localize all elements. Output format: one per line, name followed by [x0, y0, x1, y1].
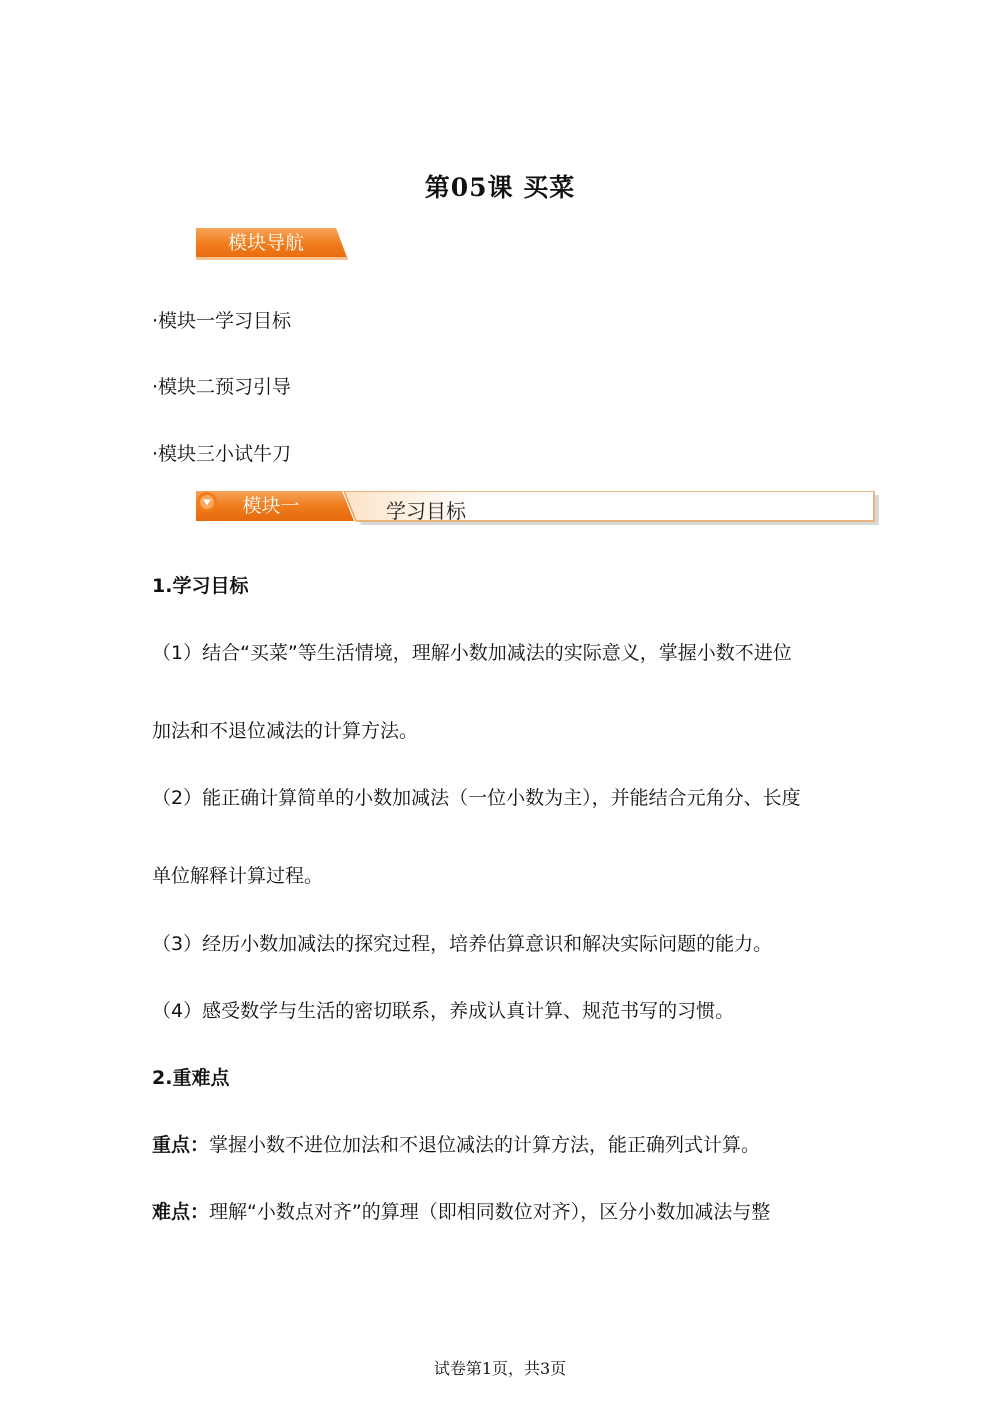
- difficulty-paragraph: [152, 1197, 770, 1224]
- difficulty-text: 理解“小数点对齐”的算理（即相同数位对齐），区分小数加减法与整: [209, 1201, 771, 1223]
- goal-line: （4）感受数学与生活的密切联系，养成认真计算、规范书写的习惯。: [152, 1000, 735, 1022]
- module-tag-label: 模块一: [242, 495, 300, 517]
- nav-banner-label: 模块导航: [227, 232, 304, 254]
- module-title: 学习目标: [386, 499, 466, 523]
- section-heading-key-points: 2.重难点: [152, 1067, 230, 1089]
- goal-line: （3）经历小数加减法的探究过程，培养估算意识和解决实际问题的能力。: [152, 933, 773, 955]
- module-nav-banner: [196, 228, 348, 260]
- key-point-text: 掌握小数不进位加法和不退位减法的计算方法，能正确列式计算。: [209, 1134, 761, 1156]
- difficulty-label: 难点：: [152, 1201, 210, 1223]
- page-title: 第05课 买菜: [424, 173, 576, 202]
- goal-line: 单位解释计算过程。: [152, 865, 324, 887]
- goal-line: （1）结合“买菜”等生活情境，理解小数加减法的实际意义，掌握小数不进位: [152, 642, 792, 664]
- section-heading-learning-goals: 1.学习目标: [152, 575, 249, 597]
- nav-item-module-1[interactable]: ·模块一学习目标: [152, 310, 292, 332]
- page-footer: 试卷第1页，共3页: [433, 1359, 567, 1378]
- goal-line: （2）能正确计算简单的小数加减法（一位小数为主），并能结合元角分、长度: [152, 787, 801, 809]
- key-point-paragraph: [152, 1130, 760, 1157]
- chevron-down-circle-icon[interactable]: [196, 491, 218, 513]
- module-one-header-bar: [196, 491, 880, 527]
- key-point-label: 重点：: [152, 1134, 210, 1156]
- nav-item-module-2[interactable]: ·模块二预习引导: [152, 376, 292, 398]
- goal-line: 加法和不退位减法的计算方法。: [152, 720, 419, 742]
- nav-item-module-3[interactable]: ·模块三小试牛刀: [152, 443, 292, 465]
